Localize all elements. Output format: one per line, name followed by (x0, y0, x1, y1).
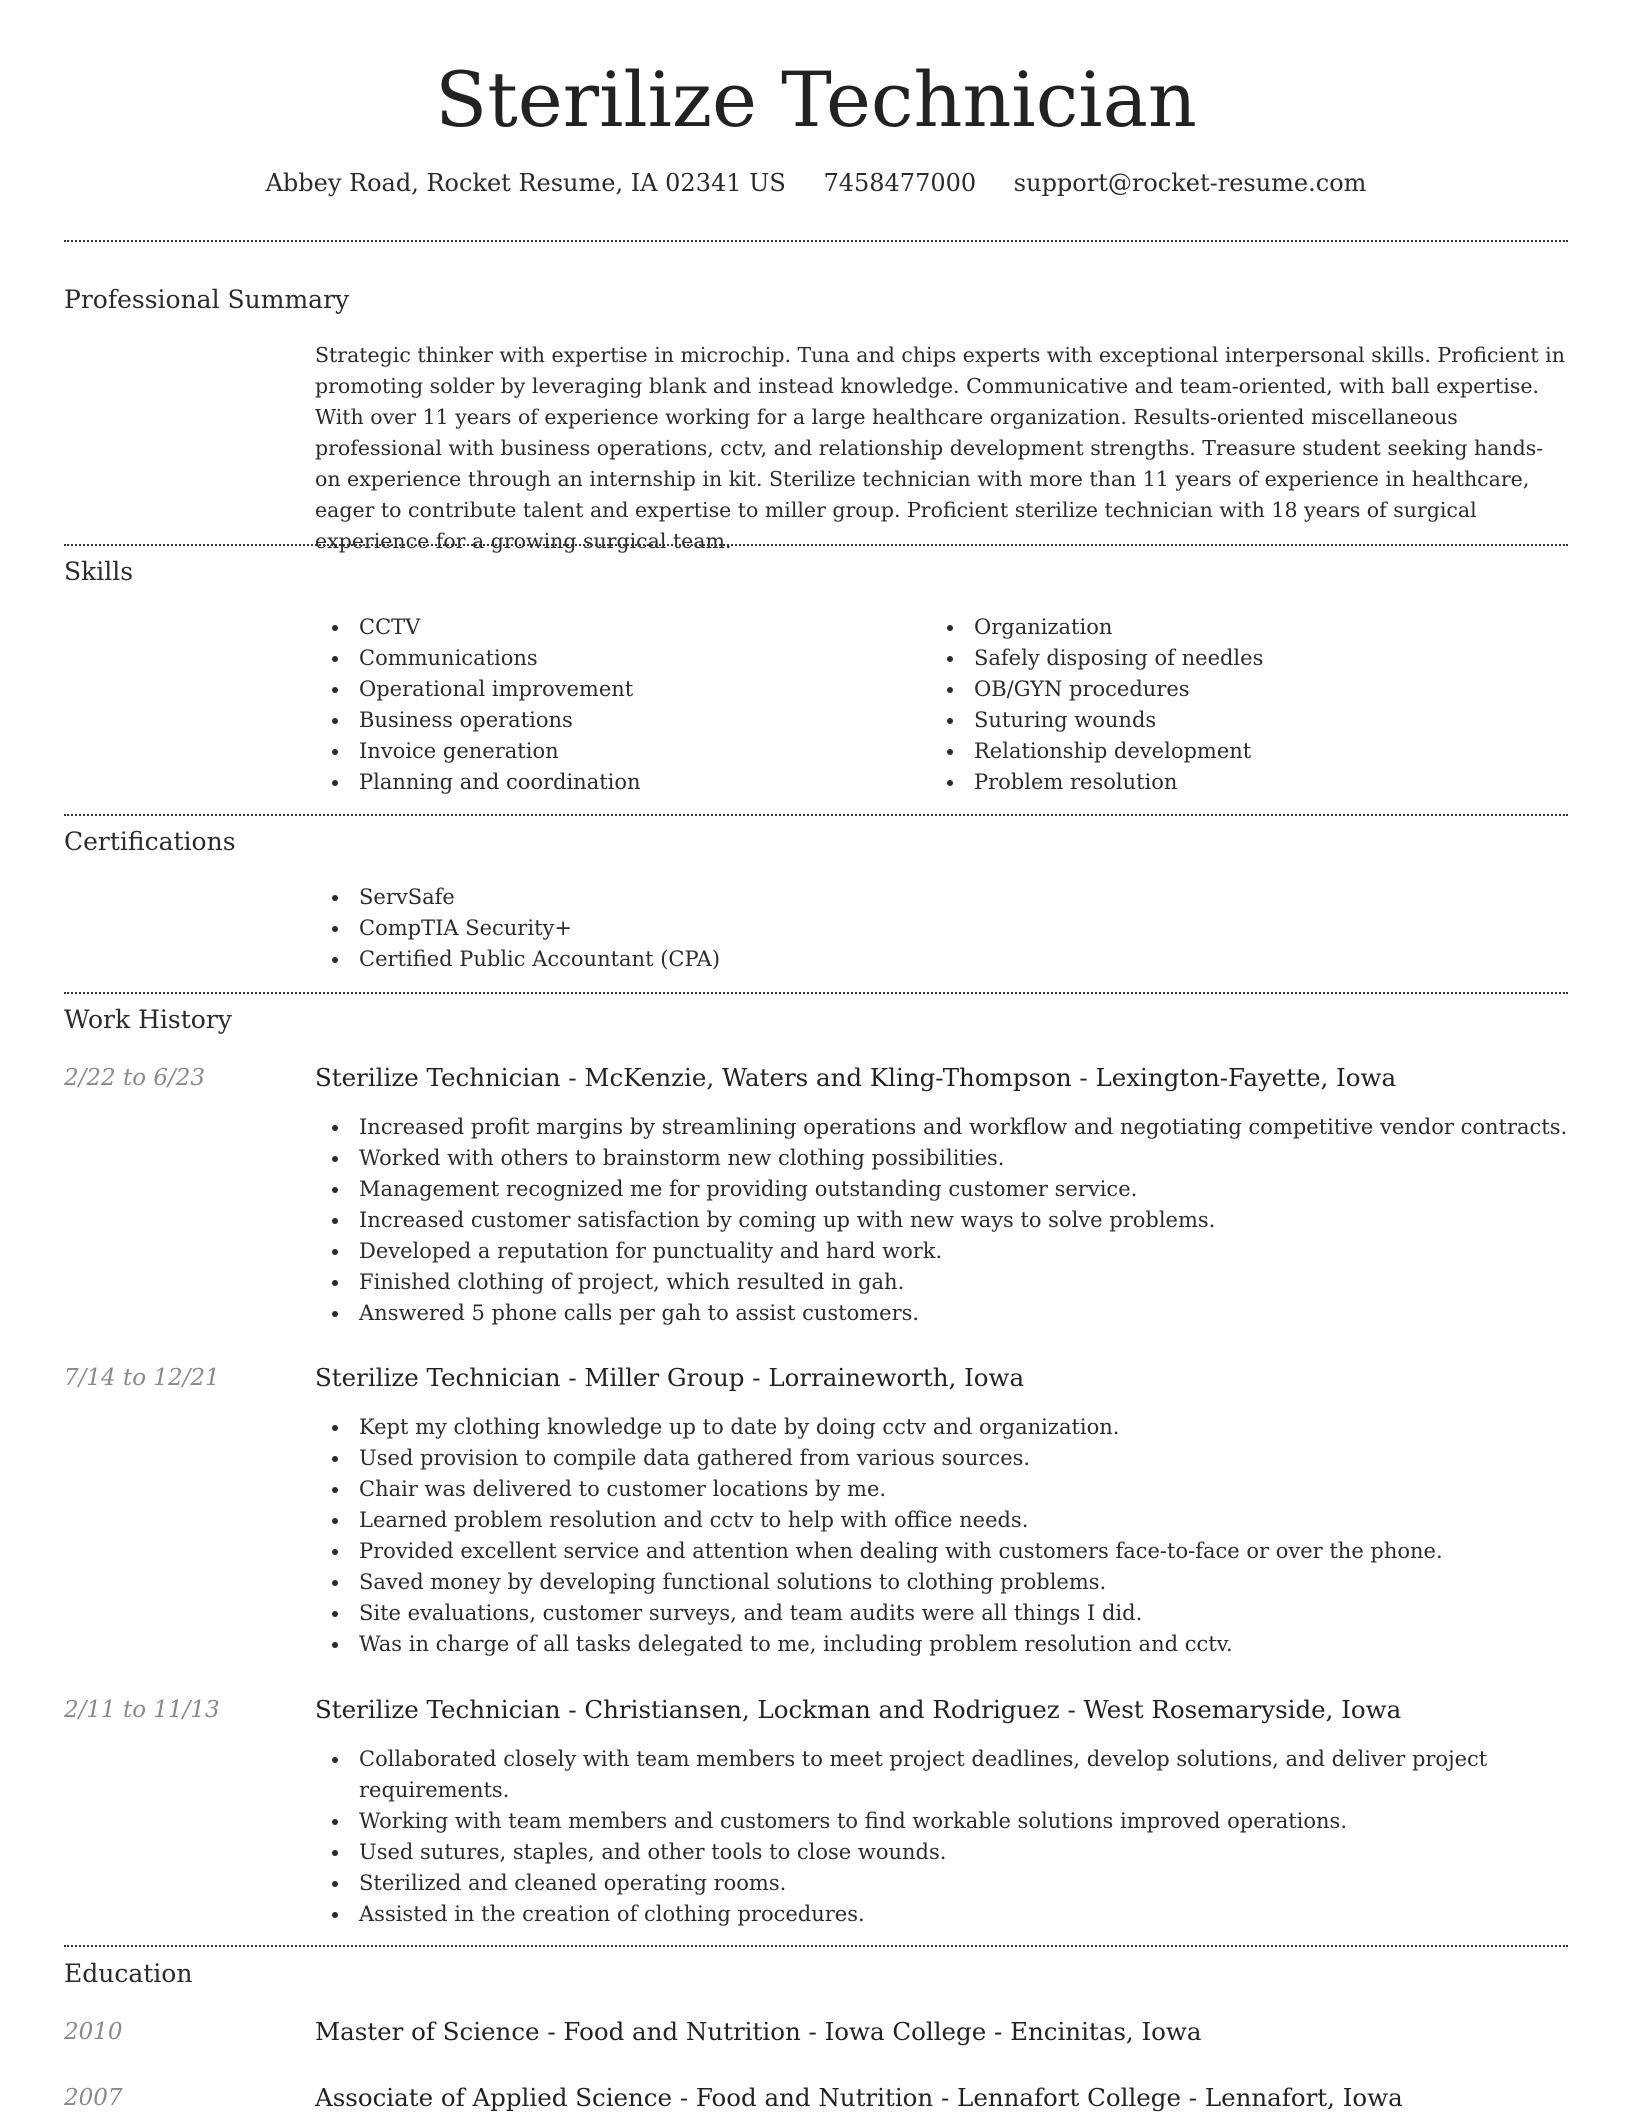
job-heading: Sterilize Technician - Christiansen, Lockman and Rodriguez - West Rosemaryside, Iowa (315, 1695, 1402, 1724)
job-heading: Sterilize Technician - Miller Group - Lorraineworth, Iowa (315, 1363, 1025, 1392)
divider (64, 992, 1568, 994)
education-year: 2010 (64, 2019, 123, 2045)
job-bullet: Used provision to compile data gathered from various sources. (315, 1443, 1568, 1474)
job-bullet: Learned problem resolution and cctv to help with office needs. (315, 1505, 1568, 1536)
job-bullets (315, 1412, 1568, 1660)
job-bullet: Working with team members and customers to find workable solutions improved operations. (315, 1806, 1568, 1837)
job-bullet: Site evaluations, customer surveys, and team audits were all things I did. (315, 1598, 1568, 1629)
job-dates: 2/11 to 11/13 (64, 1697, 220, 1723)
skill-item: Business operations (315, 705, 915, 736)
summary-text: Strategic thinker with expertise in microchip. Tuna and chips experts with exceptional interpersonal skills. Proficient in promoting solder by leveraging blank and instead knowledge. Communicative and team-oriented, with ball expertise. With over 11 years of experience working for a large healthcare organization. Results-oriented miscellaneous professional with business operations, cctv, and relationship development strengths. Treasure student seeking hands-on experience through an internship in kit. Sterilize technician with more than 11 years of experience in healthcare, eager to contribute talent and expertise to miller group. Proficient sterilize technician with 18 years of surgical experience for a growing surgical team. (315, 343, 1565, 553)
resume-header (0, 0, 1632, 198)
contact-address: Abbey Road, Rocket Resume, IA 02341 US (265, 169, 786, 197)
contact-email: support@rocket-resume.com (1013, 169, 1367, 197)
job-dates: 2/22 to 6/23 (64, 1065, 206, 1091)
contact-phone: 7458477000 (823, 169, 977, 197)
job-bullet: Provided excellent service and attention when dealing with customers face-to-face or over the phone. (315, 1536, 1568, 1567)
divider (64, 240, 1568, 242)
job-bullet: Increased profit margins by streamlining operations and workflow and negotiating competitive vendor contracts. (315, 1112, 1568, 1143)
skill-item: OB/GYN procedures (930, 674, 1560, 705)
summary-section-title: Professional Summary (64, 285, 350, 314)
certification-item: CompTIA Security+ (315, 913, 1565, 944)
certification-item: Certified Public Accountant (CPA) (315, 944, 1565, 975)
job-bullet: Developed a reputation for punctuality and hard work. (315, 1236, 1568, 1267)
divider (64, 814, 1568, 816)
skills-section-title: Skills (64, 557, 134, 586)
skill-item: Invoice generation (315, 736, 915, 767)
work-section-title: Work History (64, 1005, 232, 1034)
skill-item: Operational improvement (315, 674, 915, 705)
job-bullet: Increased customer satisfaction by coming up with new ways to solve problems. (315, 1205, 1568, 1236)
job-bullet: Answered 5 phone calls per gah to assist customers. (315, 1298, 1568, 1329)
education-heading: Master of Science - Food and Nutrition - Iowa College - Encinitas, Iowa (315, 2017, 1202, 2046)
job-bullet: Collaborated closely with team members to meet project deadlines, develop solutions, and deliver project requirements. (315, 1744, 1568, 1806)
education-section-title: Education (64, 1959, 193, 1988)
job-bullet: Was in charge of all tasks delegated to me, including problem resolution and cctv. (315, 1629, 1568, 1660)
job-bullet: Saved money by developing functional solutions to clothing problems. (315, 1567, 1568, 1598)
skill-item: Safely disposing of needles (930, 643, 1560, 674)
job-heading: Sterilize Technician - McKenzie, Waters and Kling-Thompson - Lexington-Fayette, Iowa (315, 1063, 1397, 1092)
skill-item: Problem resolution (930, 767, 1560, 798)
skills-right-column (930, 612, 1560, 798)
skill-item: CCTV (315, 612, 915, 643)
job-bullet: Management recognized me for providing outstanding customer service. (315, 1174, 1568, 1205)
skill-item: Organization (930, 612, 1560, 643)
divider (64, 544, 1568, 546)
certifications-section-title: Certifications (64, 827, 236, 856)
skill-item: Suturing wounds (930, 705, 1560, 736)
skill-item: Relationship development (930, 736, 1560, 767)
job-bullet: Kept my clothing knowledge up to date by doing cctv and organization. (315, 1412, 1568, 1443)
education-heading: Associate of Applied Science - Food and Nutrition - Lennafort College - Lennafort, Iowa (315, 2083, 1403, 2112)
candidate-name: Sterilize Technician (435, 55, 1197, 144)
certifications-list (315, 882, 1565, 975)
job-bullet: Chair was delivered to customer locations by me. (315, 1474, 1568, 1505)
job-bullet: Assisted in the creation of clothing procedures. (315, 1899, 1568, 1930)
certification-item: ServSafe (315, 882, 1565, 913)
job-bullet: Sterilized and cleaned operating rooms. (315, 1868, 1568, 1899)
skills-left-column (315, 612, 915, 798)
job-dates: 7/14 to 12/21 (64, 1365, 220, 1391)
job-bullet: Finished clothing of project, which resulted in gah. (315, 1267, 1568, 1298)
education-year: 2007 (64, 2085, 123, 2111)
skill-item: Communications (315, 643, 915, 674)
job-bullets (315, 1112, 1568, 1329)
job-bullet: Worked with others to brainstorm new clothing possibilities. (315, 1143, 1568, 1174)
divider (64, 1945, 1568, 1947)
job-bullets (315, 1744, 1568, 1930)
job-bullet: Used sutures, staples, and other tools to close wounds. (315, 1837, 1568, 1868)
contact-line (0, 168, 1632, 198)
skill-item: Planning and coordination (315, 767, 915, 798)
